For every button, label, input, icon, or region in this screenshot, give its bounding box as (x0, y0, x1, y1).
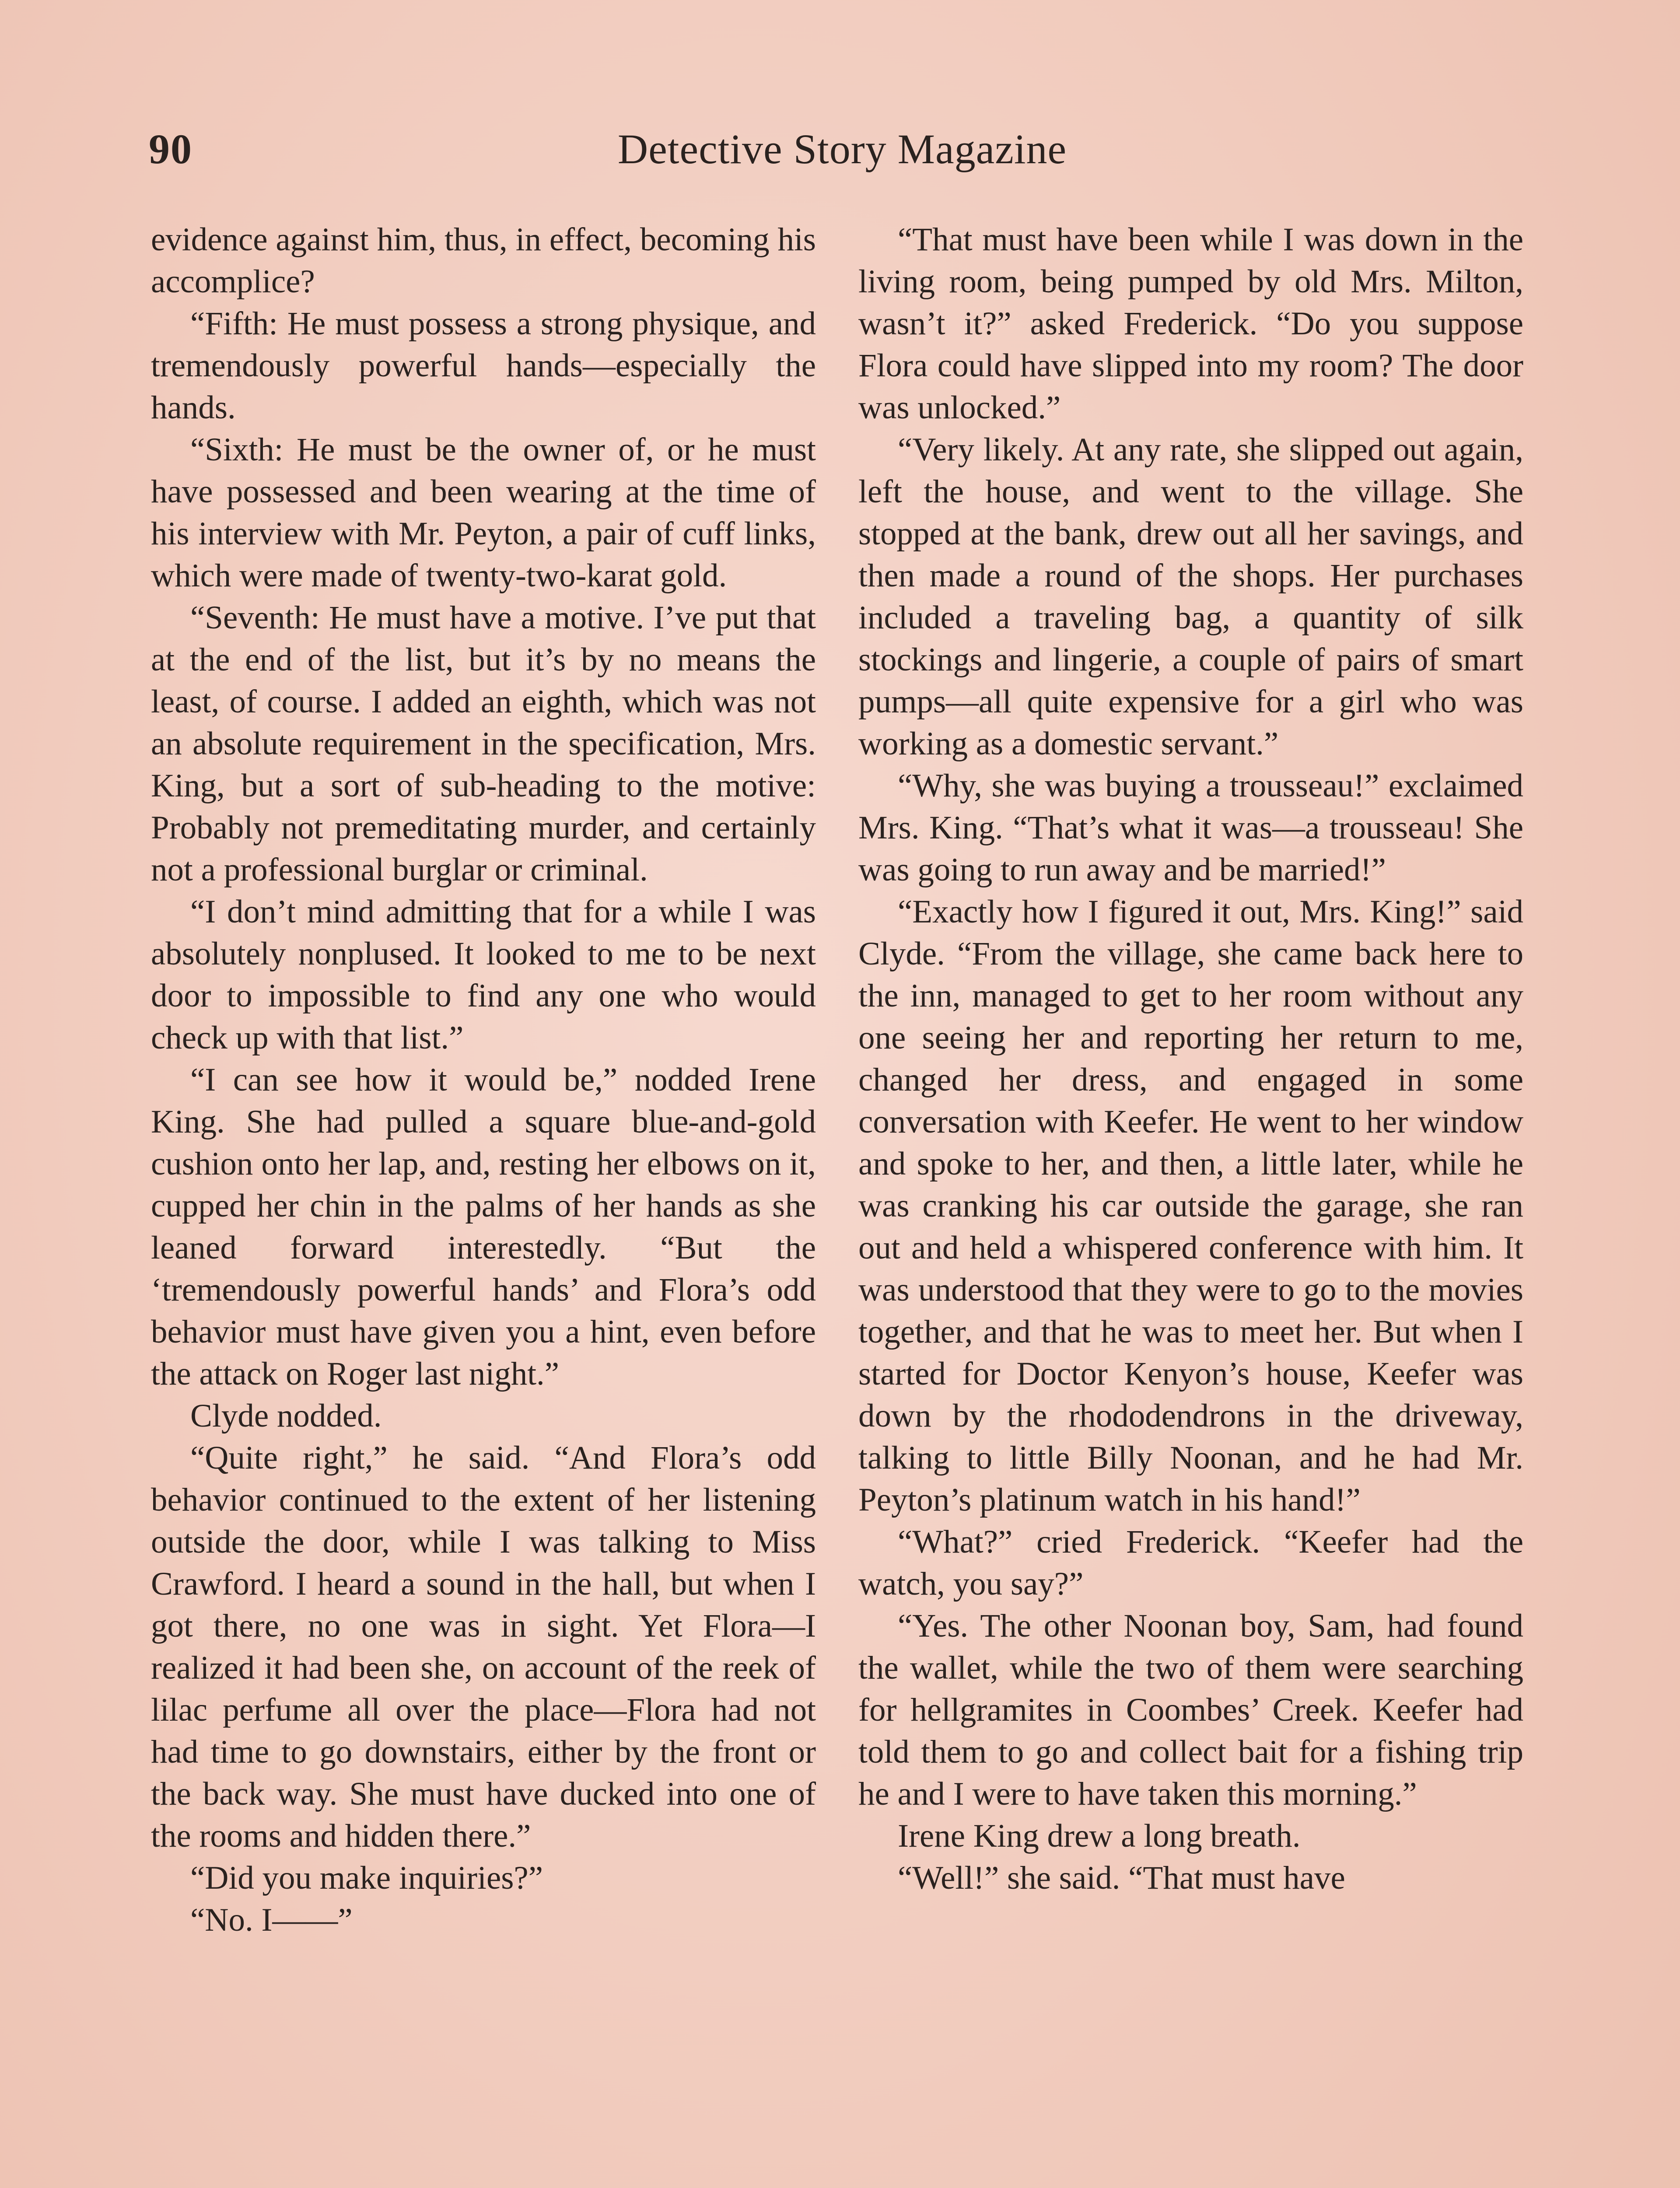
paragraph: “Well!” she said. “That must have (898, 1860, 1345, 1896)
page-number: 90 (149, 126, 192, 172)
paragraph: evidence against him, thus, in effect, becoming his accomplice? (151, 221, 816, 300)
paragraph: “Why, she was buying a trousseau!” exclaimed Mrs. King. “That’s what it was—a trousseau! She was going to run away and be married!” (858, 768, 1523, 888)
paragraph: “Yes. The other Noonan boy, Sam, had found the wallet, while the two of them were searching for hellgramites in Coombes’ Creek. Keefer had told them to go and collect bait for a fishing trip he and I were to have taken this morning.” (858, 1608, 1523, 1812)
paragraph: “I don’t mind admitting that for a while I was absolutely nonplused. It looked to me to be next door to impossible to find any one who would check up with that list.” (151, 894, 816, 1056)
left-column (151, 219, 816, 1941)
paragraph: “No. I——” (190, 1902, 353, 1938)
paragraph: “Sixth: He must be the owner of, or he must have possessed and been wearing at the time of his interview with Mr. Peyton, a pair of cuff links, which were made of twenty-two-karat gold. (151, 431, 816, 594)
paragraph: “Seventh: He must have a motive. I’ve put that at the end of the list, but it’s by no means the least, of course. I added an eighth, which was not an absolute requirement in the specification, Mrs. King, but a sort of sub-heading to the motive: Probably not premeditating murder, and certainly not a professional burglar or criminal. (151, 600, 816, 888)
paragraph: “Quite right,” he said. “And Flora’s odd behavior continued to the extent of her listening outside the door, while I was talking to Miss Crawford. I heard a sound in the hall, but when I got there, no one was in sight. Yet Flora—I realized it had been she, on account of the reek of lilac perfume all over the place—Flora had not had time to go downstairs, either by the front or the back way. She must have ducked into one of the rooms and hidden there.” (151, 1440, 816, 1854)
paragraph: “What?” cried Frederick. “Keefer had the watch, you say?” (858, 1524, 1523, 1602)
right-column (858, 219, 1523, 1899)
paragraph: Irene King drew a long breath. (898, 1818, 1301, 1854)
magazine-title: Detective Story Magazine (617, 126, 1067, 172)
paragraph: “Exactly how I figured it out, Mrs. King!” said Clyde. “From the village, she came back here to the inn, managed to get to her room without any one seeing her and reporting her return to me, changed her dress, and engaged in some conversation with Keefer. He went to her window and spoke to her, and then, a little later, while he was cranking his car outside the garage, she ran out and held a whispered conference with him. It was understood that they were to go to the movies together, and that he was to meet her. But when I started for Doctor Kenyon’s house, Keefer was down by the rhododendrons in the driveway, talking to little Billy Noonan, and he had Mr. Peyton’s platinum watch in his hand!” (858, 894, 1523, 1518)
paragraph: “Did you make inquiries?” (190, 1860, 543, 1896)
paragraph: “Fifth: He must possess a strong physique, and tremendously powerful hands—especially the hands. (151, 305, 816, 426)
paragraph: “That must have been while I was down in the living room, being pumped by old Mrs. Milton, wasn’t it?” asked Frederick. “Do you suppose Flora could have slipped into my room? The door was unlocked.” (858, 221, 1523, 426)
paragraph: Clyde nodded. (190, 1398, 382, 1434)
paragraph: “I can see how it would be,” nodded Irene King. She had pulled a square blue-and-gold cushion onto her lap, and, resting her elbows on it, cupped her chin in the palms of her hands as she leaned forward interestedly. “But the ‘tremendously powerful hands’ and Flora’s odd behavior must have given you a hint, even before the attack on Roger last night.” (151, 1062, 816, 1392)
paragraph: “Very likely. At any rate, she slipped out again, left the house, and went to the village. She stopped at the bank, drew out all her savings, and then made a round of the shops. Her purchases included a traveling bag, a quantity of silk stockings and lingerie, a couple of pairs of smart pumps—all quite expensive for a girl who was working as a domestic servant.” (858, 431, 1523, 762)
running-head (149, 125, 1536, 182)
